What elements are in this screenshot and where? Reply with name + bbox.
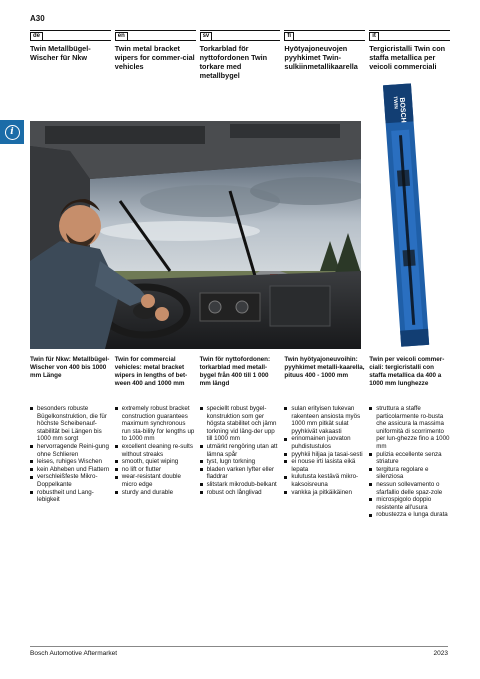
footer-year: 2023: [433, 650, 448, 657]
list-item: robust och långlivad: [200, 489, 281, 497]
feature-list-fi: [284, 405, 365, 519]
product-brand: BOSCH: [397, 97, 407, 123]
list-item: sulan erityisen tukevan rakenteen ansiosta myös 1000 mm pitkät sulat pyyhkivät vakaasti: [284, 405, 365, 435]
list-item: tergitura regolare e silenziosa: [369, 466, 450, 481]
language-column-en: [115, 30, 196, 80]
list-item: sturdy and durable: [115, 489, 196, 497]
list-item: kein Abheben und Flattern: [30, 466, 111, 474]
language-columns: [30, 30, 448, 80]
language-column-de: [30, 30, 111, 80]
list-item: vankka ja pitkäikäinen: [284, 489, 365, 497]
list-item: hervorragende Reini-gung ohne Schlieren: [30, 443, 111, 458]
list-item: struttura a staffe particolarmente ro-busta che assicura la massima uniformità di scorrimento per lun-ghezze fino a 1000 mm: [369, 405, 450, 451]
column-title: Tergicristalli Twin con staffa metallica per veicoli commerciali: [369, 44, 446, 71]
list-item: microspigolo doppio resistente all'usura: [369, 496, 450, 511]
list-item: extremely robust bracket construction guarantees maximum synchronous run sta-bility for lengths up to 1000 mm: [115, 405, 196, 443]
language-tag: sv: [200, 32, 213, 41]
list-item: verschleißfeste Mikro-Doppelkante: [30, 473, 111, 488]
caption-en: Twin for commercial vehicles: metal bracket wipers in lengths of bet-ween 400 and 1000 mm: [114, 356, 188, 387]
list-item: robustezza e lunga durata: [369, 511, 450, 519]
image-captions: [30, 356, 448, 388]
language-bar: [200, 30, 281, 41]
language-tag: it: [369, 32, 379, 41]
language-bar: [30, 30, 111, 41]
info-tab[interactable]: [0, 120, 24, 144]
list-item: wear-resistant double micro edge: [115, 473, 196, 488]
list-item: tyst, lugn torkning: [200, 458, 281, 466]
list-item: speciellt robust bygel-konstruktion som ger högsta stabilitet och jämn torkning vid läng-der upp till 1000 mm: [200, 405, 281, 443]
list-item: robustheit und Lang-lebigkeit: [30, 489, 111, 504]
list-item: ei nouse irti lasista eikä lepata: [284, 458, 365, 473]
language-tag: de: [30, 32, 43, 41]
language-column-it: [369, 30, 450, 80]
list-item: utmärkt rengöring utan att lämna spår: [200, 443, 281, 458]
language-bar: [115, 30, 196, 41]
caption-sv: Twin för nyttofordonen: torkarblad med metall-bygel från 400 till 1 000 mm längd: [199, 356, 271, 387]
page-code: A30: [30, 14, 45, 23]
caption-fi: Twin hyötyajoneuvoihin: pyyhkimet metalli-kaarella, pituus 400 - 1000 mm: [284, 356, 365, 379]
wiper-product-image: [366, 80, 448, 349]
list-item: no lift or flutter: [115, 466, 196, 474]
language-tag: en: [115, 32, 128, 41]
list-item: leises, ruhiges Wischen: [30, 458, 111, 466]
wiper-pack-illustration: [366, 80, 448, 349]
column-title: Torkarblad för nyttofordonen Twin torkare med metallbygel: [199, 44, 268, 80]
list-item: nessun sollevamento o sfarfallio delle spaz-zole: [369, 481, 450, 496]
column-title: Twin Metallbügel-Wischer für Nkw: [30, 44, 91, 62]
feature-lists: [30, 405, 448, 519]
list-item: erinomainen juovaton puhdistustulos: [284, 435, 365, 450]
list-item: besonders robuste Bügelkonstruktion, die für höchste Scheibenauf-stabilität bei Längen bis 1000 mm sorgt: [30, 405, 111, 443]
list-item: kulutusta kestävä mikro-kaksoisreuna: [284, 473, 365, 488]
column-title: Hyötyajoneuvojen pyyhkimet Twin-sulkiinmetallikaarella: [284, 44, 358, 71]
truck-driver-illustration: [30, 121, 361, 349]
caption-it: Twin per veicoli commer-ciali: tergicristalli con staffa metallica da 400 a 1000 mm lunghezze: [369, 356, 445, 387]
feature-list-en: [115, 405, 196, 519]
list-item: smooth, quiet wiping: [115, 458, 196, 466]
list-item: slitstark mikrodub-belkant: [200, 481, 281, 489]
footer-company: Bosch Automotive Aftermarket: [30, 650, 118, 657]
info-icon: i: [5, 125, 20, 140]
column-title: Twin metal bracket wipers for commer-cial vehicles: [114, 44, 195, 71]
product-model: TWIN: [391, 95, 399, 110]
feature-list-de: [30, 405, 111, 519]
list-item: pulizia eccellente senza striature: [369, 451, 450, 466]
list-item: pyyhkii hiljaa ja tasai-sesti: [284, 451, 365, 459]
list-item: excellent cleaning re-sults without streaks: [115, 443, 196, 458]
language-tag: fi: [284, 32, 294, 41]
language-column-sv: [200, 30, 281, 80]
feature-list-sv: [200, 405, 281, 519]
caption-de: Twin für Nkw: Metallbügel-Wischer von 400 bis 1000 mm Länge: [30, 356, 110, 379]
feature-list-it: [369, 405, 450, 519]
language-bar: [284, 30, 365, 41]
footer-divider: [30, 646, 448, 647]
language-bar: [369, 30, 450, 41]
language-column-fi: [284, 30, 365, 80]
truck-cabin-photo: [30, 121, 361, 349]
list-item: bladen varken lyfter eller fladdrar: [200, 466, 281, 481]
